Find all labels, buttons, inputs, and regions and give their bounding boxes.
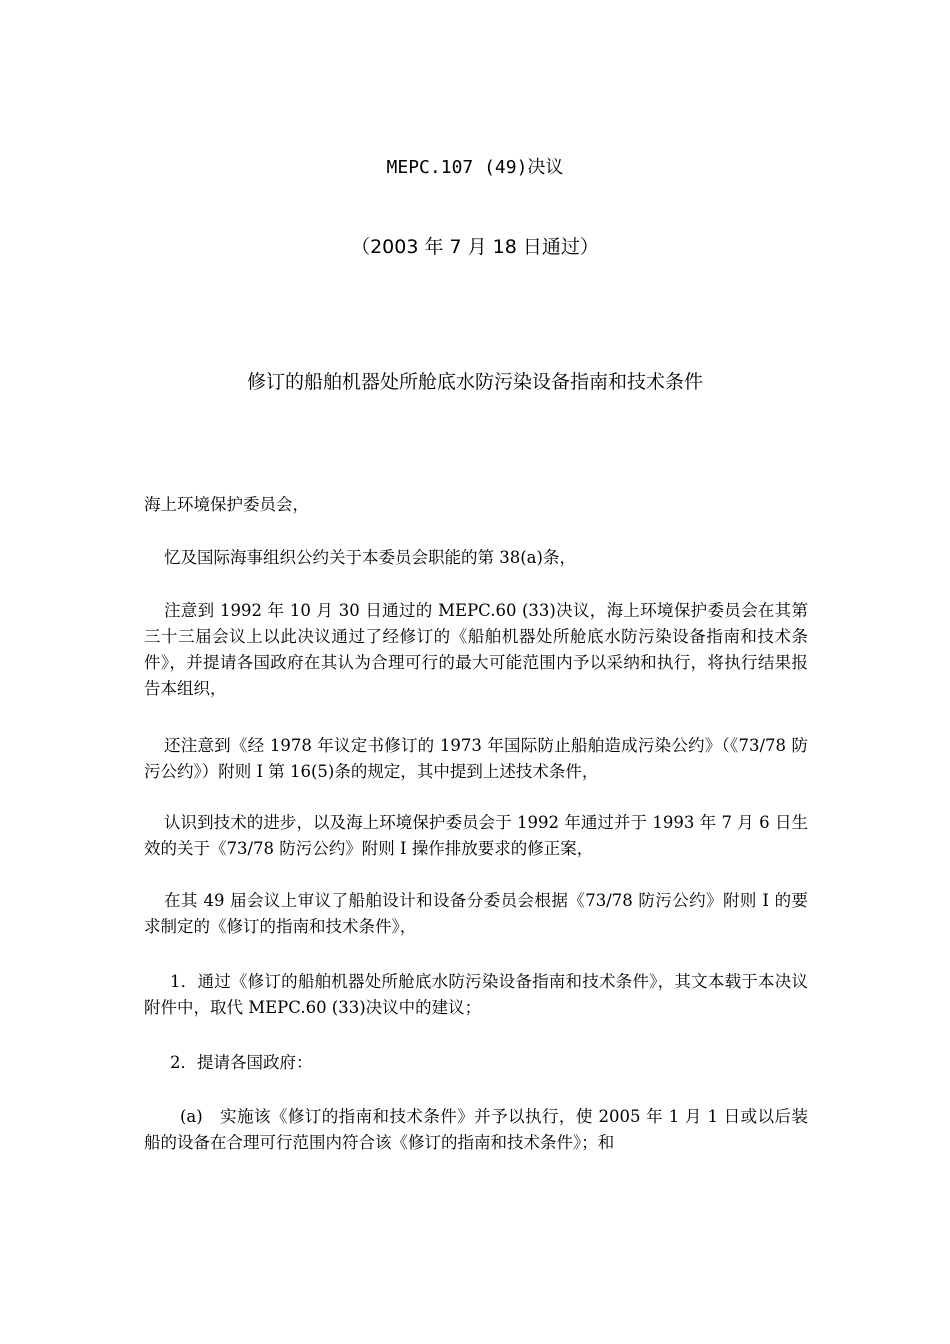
- operative-paragraph-2a: (a) 实施该《修订的指南和技术条件》并予以执行，使 2005 年 1 月 1 日或以后装船的设备在合理可行范围内符合该《修订的指南和技术条件》；和: [144, 1107, 808, 1152]
- resolution-title: 修订的船舶机器处所舱底水防污染设备指南和技术条件: [246, 371, 703, 393]
- operative-paragraph-2: 2．提请各国政府：: [170, 1053, 313, 1072]
- noting-paragraph-1: 注意到 1992 年 10 月 30 日通过的 MEPC.60 (33)决议，海上环境保护委员会在其第三十三届会议上以此决议通过了经修订的《船舶机器处所舱底水防污染设备指南和技术条件》，并提请各国政府在其认为合理可行的最大可能范围内予以采纳和执行，将执行结果报告本组织，: [144, 601, 808, 698]
- committee-line: 海上环境保护委员会，: [144, 495, 309, 514]
- adoption-date: （2003 年 7 月 18 日通过）: [351, 236, 599, 258]
- recognizing-paragraph: 认识到技术的进步，以及海上环境保护委员会于 1992 年通过并于 1993 年 7 月 6 日生效的关于《73/78 防污公约》附则 I 操作排放要求的修正案，: [144, 813, 808, 858]
- operative-paragraph-1: 1．通过《修订的船舶机器处所舱底水防污染设备指南和技术条件》，其文本载于本决议附件中，取代 MEPC.60 (33)决议中的建议；: [144, 972, 808, 1017]
- recalling-paragraph: 忆及国际海事组织公约关于本委员会职能的第 38(a)条，: [164, 548, 576, 567]
- considered-paragraph: 在其 49 届会议上审议了船舶设计和设备分委员会根据《73/78 防污公约》附则 I 的要求制定的《修订的指南和技术条件》，: [144, 891, 808, 936]
- noting-paragraph-2: 还注意到《经 1978 年议定书修订的 1973 年国际防止船舶造成污染公约》（《73/78 防污公约》）附则 I 第 16(5)条的规定，其中提到上述技术条件，: [144, 736, 808, 781]
- resolution-number: MEPC.107 (49)决议: [386, 157, 564, 178]
